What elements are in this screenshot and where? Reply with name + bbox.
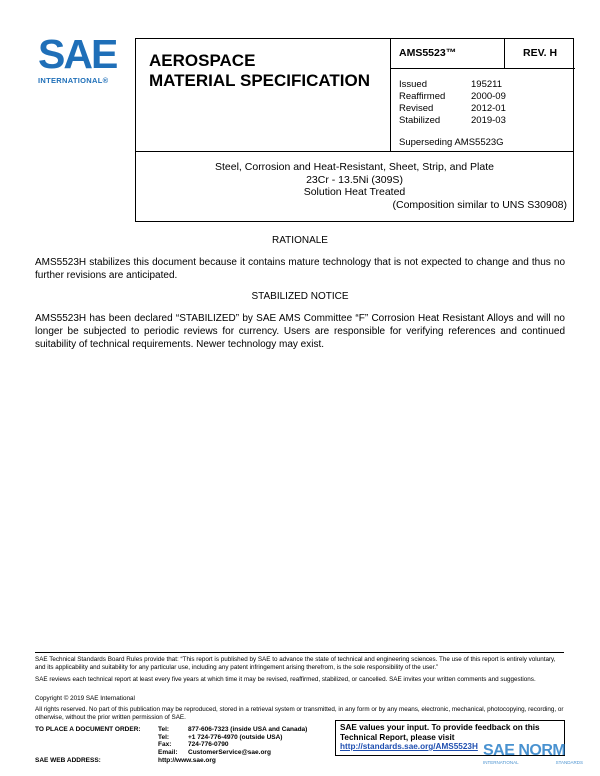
revision-label: REV. H (505, 39, 575, 69)
logo-wordmark: SAE (38, 31, 117, 77)
footer-rule (35, 652, 564, 653)
title-line-1: AEROSPACE (149, 51, 256, 70)
web-address-label: SAE WEB ADDRESS: (35, 757, 101, 764)
rationale-heading: RATIONALE (272, 235, 328, 246)
stabilized-notice-text: AMS5523H has been declared “STABILIZED” by SAE AMS Committee “F” Corrosion Heat Resistant Alloys and will no longer be subjected to periodic reviews for currency. Users are responsible for verifying references and continued suitability of technical requirements. Newer technology may exist. (35, 313, 565, 350)
superseding-note: Superseding AMS5523G (399, 137, 504, 148)
header-title-cell (136, 39, 391, 151)
subject-cell (136, 151, 573, 221)
header-info-column (391, 39, 575, 151)
stamp-main-text: SAE NORM (483, 742, 566, 759)
composition-note: (Composition similar to UNS S30908) (392, 198, 567, 211)
title-line-2: MATERIAL SPECIFICATION (149, 71, 370, 90)
header-box (135, 38, 574, 222)
feedback-line-2: Technical Report, please visit (340, 732, 455, 742)
contact-tel-domestic: Tel: 877-606-7323 (inside USA and Canada) (158, 726, 308, 733)
subject-line-3: Solution Heat Treated (303, 186, 406, 198)
sae-logo (38, 31, 128, 85)
document-type-title (149, 51, 370, 91)
stabilized-notice-heading: STABILIZED NOTICE (251, 291, 349, 302)
contact-fax: Fax: 724-776-0790 (158, 741, 229, 749)
stamp-subtitle: INTERNATIONAL STANDARDS (483, 760, 583, 765)
subject-line-2: 23Cr - 13.5Ni (309S) (306, 173, 403, 186)
date-row-issued: Issued 195211 (399, 79, 502, 90)
review-note-text: SAE reviews each technical report at least every five years at which time it may be revised, reaffirmed, stabilized, or cancelled. SAE invites your written comments and suggestions. (35, 676, 536, 683)
subject-line-1: Steel, Corrosion and Heat-Resistant, Sheet, Strip, and Plate (215, 161, 494, 173)
board-rules-text: SAE Technical Standards Board Rules provide that: “This report is published by SAE to advance the state of technical and engineering sciences. The use of this report is entirely voluntary, and its applicability and suitability for any particular use, including any patent infringement arising therefrom, is the sole responsibility of the user.” (35, 656, 556, 671)
contact-tel-international: Tel: +1 724-776-4970 (outside USA) (158, 733, 283, 741)
contact-email[interactable]: Email: CustomerService@sae.org (158, 748, 271, 756)
rights-text: All rights reserved. No part of this publication may be reproduced, stored in a retrieval system or transmitted, in any form or by any means, electronic, mechanical, photocopying, recording, or otherwise, without the prior written permission of SAE. (35, 706, 564, 721)
feedback-line-1: SAE values your input. To provide feedback on this (340, 723, 540, 732)
order-label: TO PLACE A DOCUMENT ORDER: (35, 726, 141, 733)
date-row-revised: Revised 2012-01 (399, 103, 506, 114)
web-address-link[interactable]: http://www.sae.org (158, 757, 216, 764)
date-row-reaffirmed: Reaffirmed 2000-09 (399, 91, 506, 102)
contact-list (158, 726, 307, 756)
copyright-text: Copyright © 2019 SAE International (35, 695, 135, 702)
rationale-text: AMS5523H stabilizes this document because it contains mature technology that is not expected to change and thus no further revisions are anticipated. (35, 257, 565, 281)
sae-norm-stamp (483, 743, 595, 771)
date-list (399, 79, 506, 127)
feedback-link[interactable]: http://standards.sae.org/AMS5523H (340, 742, 478, 751)
logo-subtitle: INTERNATIONAL® (38, 76, 109, 85)
date-row-stabilized: Stabilized 2019-03 (399, 115, 506, 126)
document-number: AMS5523™ (391, 39, 505, 69)
